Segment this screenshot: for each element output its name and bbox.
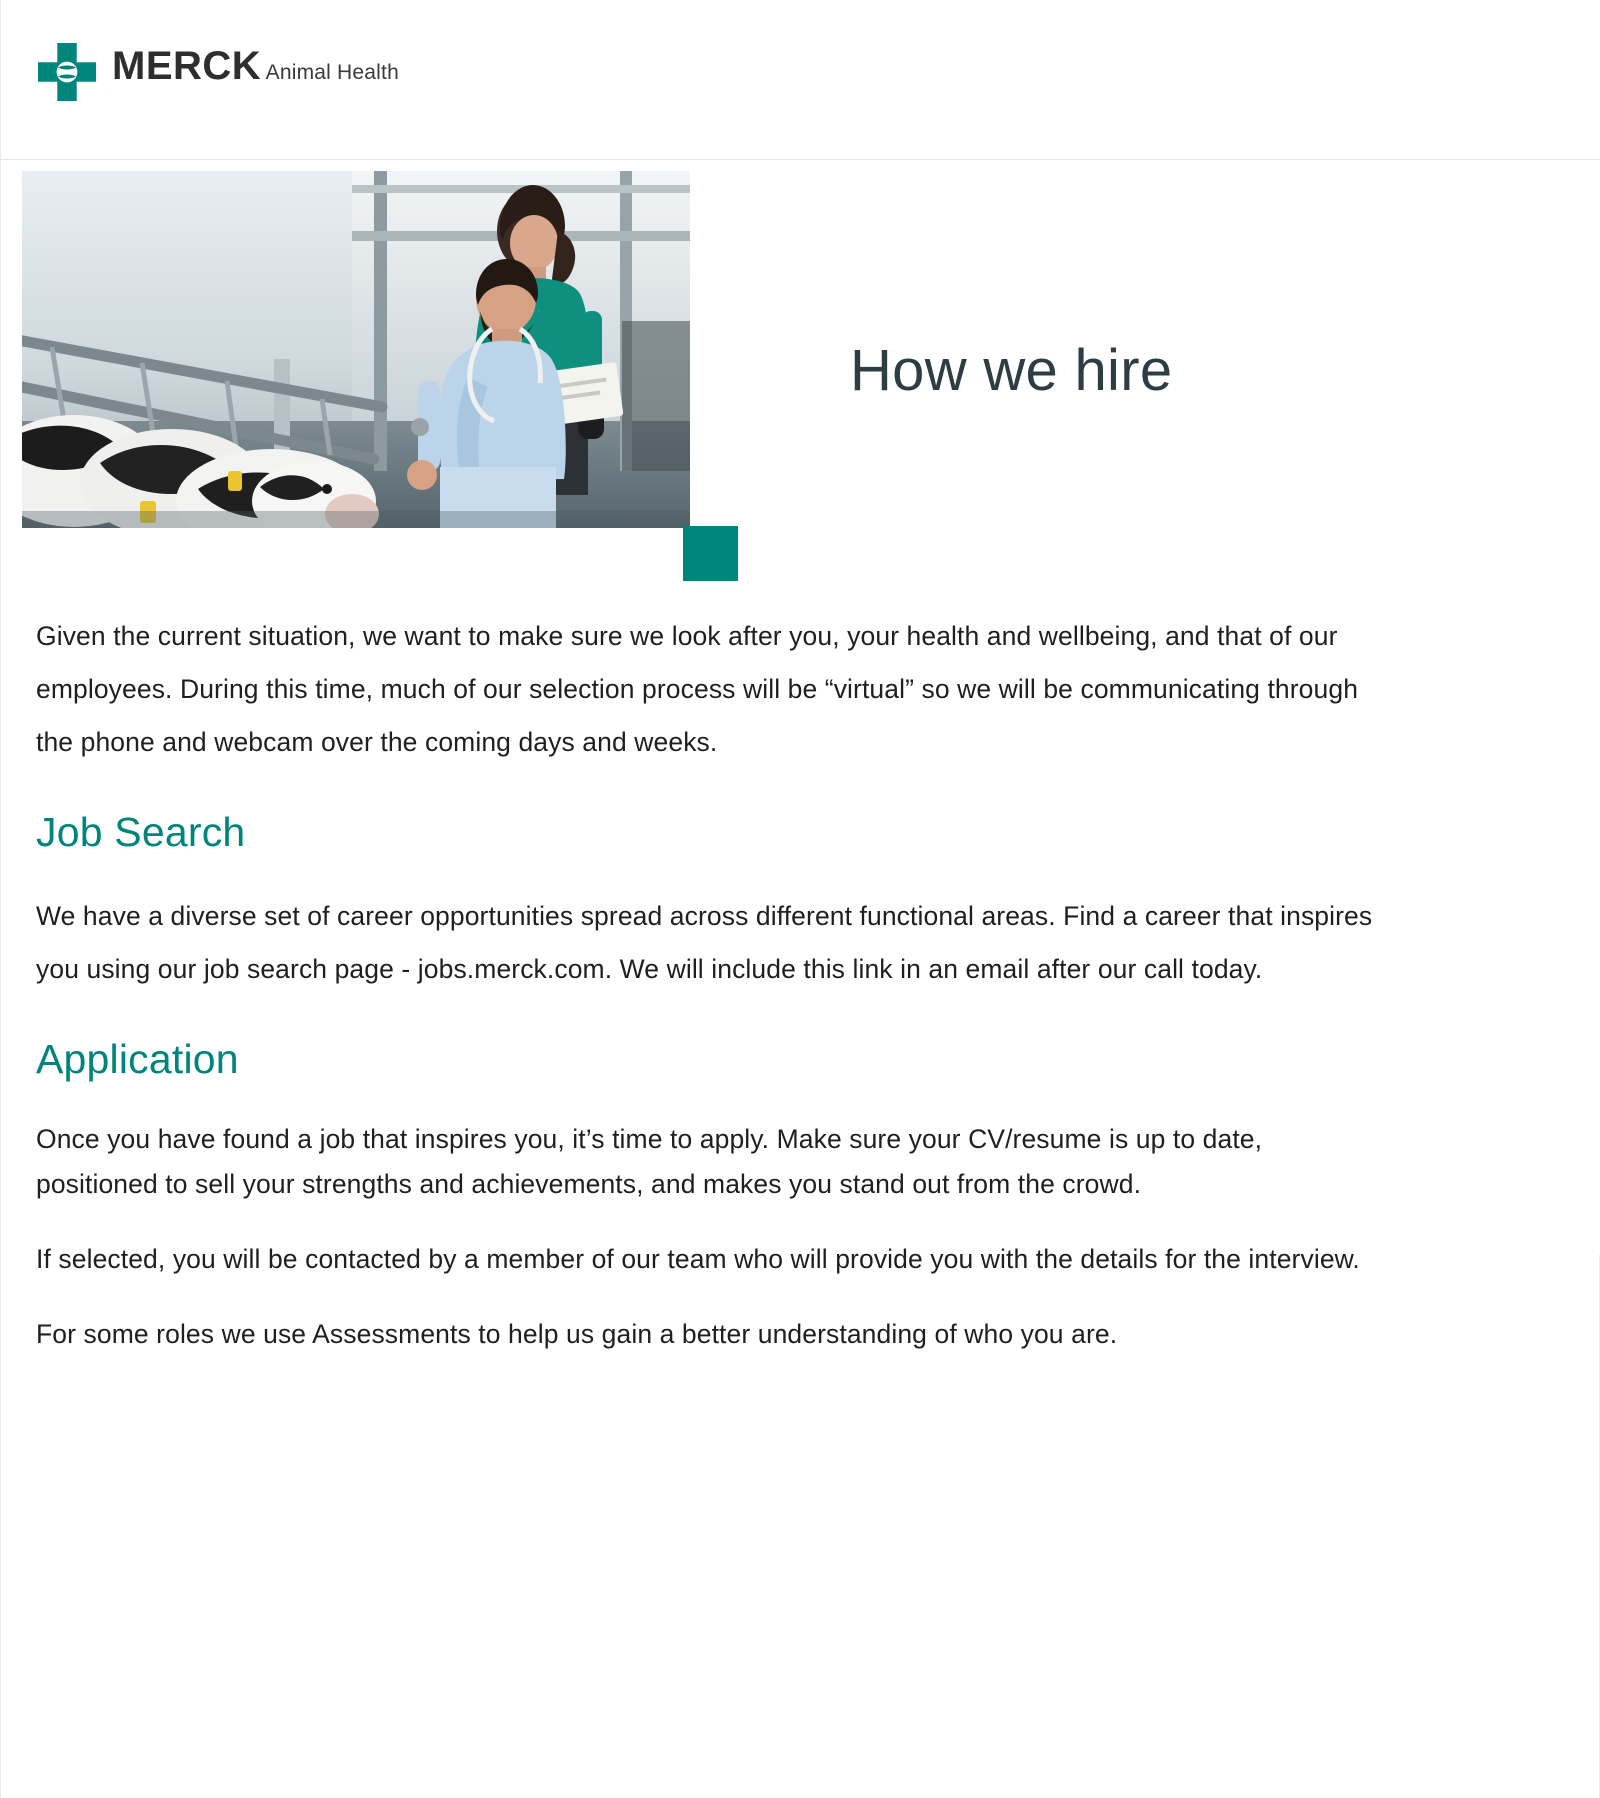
document-body xyxy=(0,610,1600,1427)
merck-animal-health-logo xyxy=(38,43,399,101)
hero-image xyxy=(22,171,690,528)
job-search-paragraph: We have a diverse set of career opportunities spread across different functional areas. Find a career that inspires you using our job search page - jobs.merck.com. We will include this link in an email after our call today. xyxy=(36,901,1373,984)
logo-wordmark: MERCK xyxy=(112,44,262,88)
application-paragraph-1: Once you have found a job that inspires you, it’s time to apply. Make sure your CV/resume is up to date, positioned to sell your strengths and achievements, and makes you stand out from the crowd. xyxy=(36,1124,1263,1199)
merck-cross-logo-icon xyxy=(38,43,96,101)
intro-paragraph: Given the current situation, we want to make sure we look after you, your health and wellbeing, and that of our employees. During this time, much of our selection process will be “virtual” so we will be communicating through the phone and webcam over the coming days and weeks. xyxy=(36,621,1359,757)
section-heading-application: Application xyxy=(36,1036,239,1082)
application-paragraph-2: If selected, you will be contacted by a member of our team who will provide you with the details for the interview. xyxy=(36,1244,1360,1274)
logo-tagline: Animal Health xyxy=(265,61,399,84)
hero-accent-square xyxy=(683,526,738,581)
page-title: How we hire xyxy=(850,337,1173,403)
section-heading-job-search: Job Search xyxy=(36,809,246,855)
hero-section xyxy=(0,160,1600,610)
application-paragraph-3: For some roles we use Assessments to help us gain a better understanding of who you are. xyxy=(36,1319,1118,1349)
page-header xyxy=(0,0,1600,160)
